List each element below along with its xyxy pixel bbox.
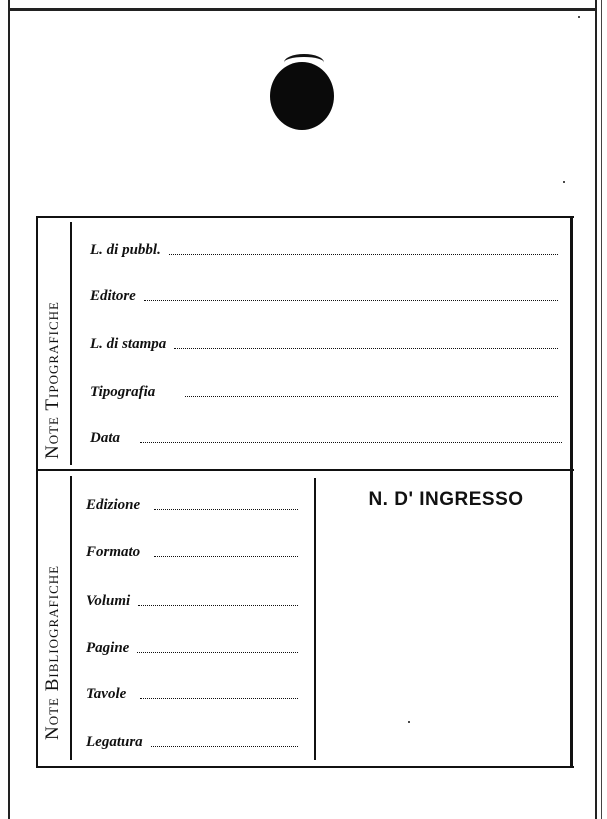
section-divider (36, 469, 574, 471)
field-editore[interactable] (90, 288, 558, 305)
fill-line (154, 555, 298, 557)
fill-line (154, 508, 298, 510)
fill-line (137, 651, 298, 653)
field-pagine[interactable] (86, 640, 298, 657)
fill-line (140, 697, 298, 699)
form-border-bottom (36, 766, 574, 768)
field-tavole[interactable] (86, 686, 298, 703)
field-label: Data (90, 430, 120, 446)
section-label-tipografiche: Note Tipografiche (42, 301, 63, 459)
card-edge-right-inner (601, 0, 602, 819)
field-label: Pagine (86, 640, 130, 656)
field-label: Editore (90, 288, 136, 304)
field-tipografia[interactable] (90, 384, 558, 401)
ingresso-number-label: N. D' INGRESSO (368, 489, 524, 510)
field-data[interactable] (90, 430, 562, 447)
label-column-rule-top (70, 222, 72, 465)
fill-line (140, 441, 562, 443)
fill-line (138, 604, 298, 606)
fill-line (169, 253, 558, 255)
field-label: L. di pubbl. (90, 242, 161, 258)
field-label: Legatura (86, 734, 143, 750)
speck (408, 721, 410, 723)
field-luogo-pubblicazione[interactable] (90, 242, 558, 259)
field-luogo-stampa[interactable] (90, 336, 558, 353)
punch-hole (270, 62, 334, 130)
card-edge-left (8, 0, 10, 819)
label-column-rule-bottom (70, 476, 72, 760)
field-label: Tipografia (90, 384, 156, 400)
field-label: Edizione (86, 497, 141, 513)
field-volumi[interactable] (86, 593, 298, 610)
field-formato[interactable] (86, 544, 298, 561)
fill-line (144, 299, 558, 301)
field-legatura[interactable] (86, 734, 298, 751)
speck (563, 181, 565, 183)
fill-line (185, 395, 558, 397)
card-edge-right (595, 0, 597, 819)
section-label-bibliografiche: Note Bibliografiche (42, 564, 63, 740)
fill-line (151, 745, 298, 747)
form-border-left (36, 216, 38, 768)
field-label: Volumi (86, 593, 131, 609)
speck (578, 16, 580, 18)
field-edizione[interactable] (86, 497, 298, 514)
field-label: Formato (86, 544, 141, 560)
ingresso-column-rule (314, 478, 316, 760)
catalog-card-form (36, 216, 574, 768)
field-label: L. di stampa (90, 336, 167, 352)
form-border-top (36, 216, 574, 218)
card-edge-top (10, 8, 595, 11)
form-border-right (570, 216, 573, 768)
field-label: Tavole (86, 686, 127, 702)
fill-line (174, 347, 558, 349)
